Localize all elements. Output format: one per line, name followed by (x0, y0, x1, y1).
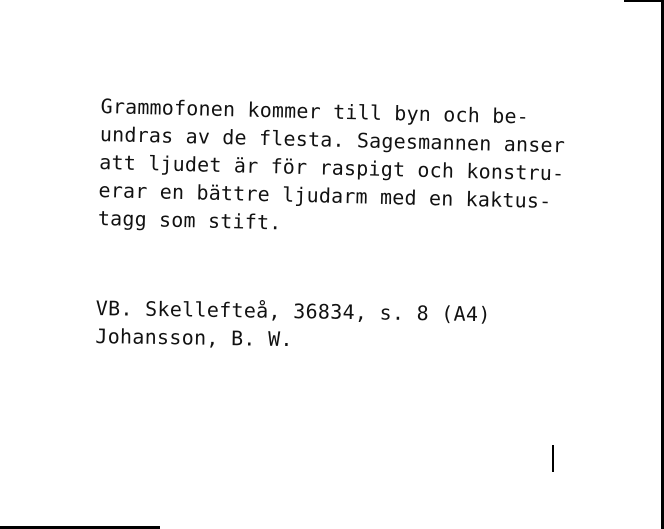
body-line: erar en bättre ljudarm med en kaktus- (98, 177, 552, 214)
body-line: tagg som stift. (97, 205, 282, 235)
scan-edge-top (624, 0, 664, 2)
pen-mark (552, 445, 554, 472)
body-line: Grammofonen kommer till byn och be- (100, 93, 530, 129)
card-body-text (98, 92, 631, 245)
card-reference (95, 294, 596, 358)
source-reference: VB. Skellefteå, 36834, s. 8 (A4) (95, 295, 491, 327)
informant-name: Johansson, B. W. (95, 323, 293, 352)
body-line: undras av de flesta. Sagesmannen anser (99, 121, 566, 158)
body-line: att ljudet är för raspigt och konstru- (98, 149, 565, 186)
